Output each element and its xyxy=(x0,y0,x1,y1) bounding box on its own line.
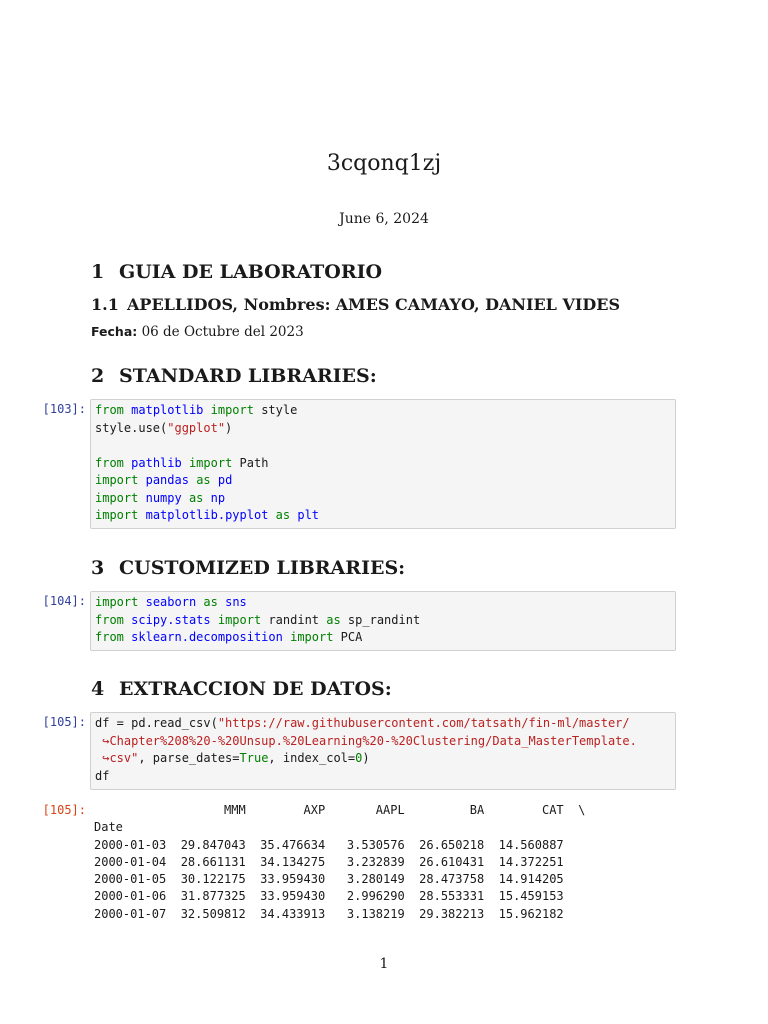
dataframe-table xyxy=(94,802,585,923)
cell-value: 3.530576 xyxy=(325,837,405,852)
cell-value: 28.661131 xyxy=(166,854,246,869)
code-token xyxy=(268,508,275,522)
code-token: csv" xyxy=(109,751,139,765)
code-token: numpy xyxy=(145,490,182,505)
code-token: PCA xyxy=(333,630,363,644)
cell-value: 15.459153 xyxy=(484,889,564,904)
section-heading-4 xyxy=(91,678,392,700)
code-token: sklearn.decomposition xyxy=(131,630,283,644)
code-token xyxy=(138,508,145,522)
column-header: BA xyxy=(404,803,485,817)
code-token: from xyxy=(95,630,124,644)
code-token: scipy.stats xyxy=(131,612,211,627)
section-heading-2 xyxy=(91,365,377,387)
code-block xyxy=(95,594,671,647)
input-prompt-103: [103]: xyxy=(42,402,86,416)
cell-value: 29.382213 xyxy=(404,906,485,921)
cell-value: 28.473758 xyxy=(404,872,485,887)
output-prompt-105: [105]: xyxy=(42,803,86,817)
row-date: 2000-01-03 xyxy=(94,837,167,852)
code-token: matplotlib.pyplot xyxy=(145,508,269,522)
code-token xyxy=(211,613,218,627)
code-token: import xyxy=(188,455,233,470)
code-token: 0 xyxy=(355,751,363,765)
code-token: style xyxy=(253,403,298,417)
code-token: matplotlib xyxy=(131,403,204,417)
row-date: 2000-01-06 xyxy=(94,889,167,904)
cell-value: 2.996290 xyxy=(325,889,405,904)
code-token: ) xyxy=(225,420,233,435)
fecha-line xyxy=(91,324,304,340)
cell-value: 3.232839 xyxy=(325,854,405,869)
code-token: , parse_dates= xyxy=(138,751,240,765)
code-token: seaborn xyxy=(145,595,197,609)
index-name: Date xyxy=(94,820,123,835)
code-token: ) xyxy=(362,751,370,765)
column-header: AXP xyxy=(245,803,326,817)
spacer xyxy=(94,803,166,817)
code-block xyxy=(95,715,671,785)
document-date: June 6, 2024 xyxy=(339,211,429,227)
code-token xyxy=(182,456,189,470)
section-number: 3 xyxy=(91,557,105,579)
code-token: from xyxy=(95,403,124,417)
fecha-value: 06 de Octubre del 2023 xyxy=(141,324,304,340)
code-token: import xyxy=(95,508,139,522)
code-token xyxy=(182,491,189,505)
code-cell-105[interactable] xyxy=(90,712,676,790)
subsection-label: APELLIDOS, Nombres: xyxy=(127,295,331,314)
code-token: pd xyxy=(217,473,233,487)
cell-value: 15.962182 xyxy=(484,906,564,921)
code-cell-103[interactable] xyxy=(90,399,676,529)
cell-value: 14.560887 xyxy=(484,837,564,852)
code-token: as xyxy=(326,612,341,627)
cell-value: 26.650218 xyxy=(404,837,485,852)
code-token xyxy=(138,491,145,505)
input-prompt-105: [105]: xyxy=(42,715,86,729)
section-number: 1 xyxy=(91,261,105,283)
code-token xyxy=(203,491,210,505)
code-token xyxy=(138,595,145,609)
code-token: pathlib xyxy=(131,455,182,470)
cell-value: 33.959430 xyxy=(245,872,326,887)
code-token: True xyxy=(239,751,269,765)
code-token xyxy=(203,403,210,417)
section-heading-3 xyxy=(91,557,405,579)
code-token xyxy=(138,473,145,487)
code-token: plt xyxy=(297,508,320,522)
code-token: import xyxy=(290,630,334,644)
code-token: np xyxy=(210,490,226,505)
code-token: as xyxy=(196,473,211,487)
code-token: as xyxy=(188,490,204,505)
dataframe-output xyxy=(94,802,585,923)
code-block xyxy=(95,402,671,525)
cell-value: 3.138219 xyxy=(325,906,405,921)
row-date: 2000-01-04 xyxy=(94,854,167,869)
cell-value: 14.372251 xyxy=(484,854,564,869)
code-token: Chapter%208%20-%20Unsup.%20Learning%20-%20Clustering/Data_MasterTemplate. xyxy=(109,733,637,748)
cell-value: 29.847043 xyxy=(166,837,246,852)
column-header: CAT xyxy=(484,803,564,817)
code-token: randint xyxy=(261,612,327,627)
code-token: as xyxy=(275,508,291,522)
cell-value: 3.280149 xyxy=(325,872,405,887)
subsection-heading xyxy=(91,295,620,314)
cell-value: 34.433913 xyxy=(245,906,326,921)
code-token: ↪ xyxy=(95,733,110,748)
code-token: from xyxy=(95,612,124,627)
page-number: 1 xyxy=(379,956,389,972)
code-token: "ggplot" xyxy=(167,420,226,435)
code-token: df xyxy=(95,768,110,783)
cell-value: 33.959430 xyxy=(245,889,326,904)
code-token: sns xyxy=(225,595,247,609)
section-title: GUIA DE LABORATORIO xyxy=(119,261,383,283)
cell-value: 14.914205 xyxy=(484,872,564,887)
section-heading-1 xyxy=(91,261,382,283)
row-date: 2000-01-05 xyxy=(94,872,167,887)
code-token: import xyxy=(95,490,139,505)
code-token: import xyxy=(95,473,139,487)
code-cell-104[interactable] xyxy=(90,591,676,651)
code-token: as xyxy=(203,595,218,609)
fecha-label: Fecha: xyxy=(91,324,138,339)
code-token: "https://raw.githubusercontent.com/tatsath/fin-ml/master/ xyxy=(217,716,630,730)
code-token xyxy=(218,595,225,609)
code-token: from xyxy=(95,455,124,470)
column-header: MMM xyxy=(166,803,246,817)
section-title: EXTRACCION DE DATOS: xyxy=(119,678,392,700)
cell-value: 26.610431 xyxy=(404,854,485,869)
code-token xyxy=(283,630,290,644)
code-token: Path xyxy=(232,455,269,470)
continuation-marker: \ xyxy=(563,803,586,817)
subsection-number: 1.1 xyxy=(91,295,119,314)
code-token: import xyxy=(210,403,254,417)
row-date: 2000-01-07 xyxy=(94,906,167,921)
document-title: 3cqonq1zj xyxy=(326,151,442,176)
code-token: import xyxy=(217,612,262,627)
subsection-names: AMES CAMAYO, DANIEL VIDES xyxy=(335,295,621,314)
cell-value: 35.476634 xyxy=(245,837,326,852)
section-title: CUSTOMIZED LIBRARIES: xyxy=(119,557,406,579)
section-title: STANDARD LIBRARIES: xyxy=(119,365,377,387)
cell-value: 34.134275 xyxy=(245,854,326,869)
code-token: ↪ xyxy=(95,751,110,765)
code-token: , index_col= xyxy=(268,751,356,765)
cell-value: 28.553331 xyxy=(404,889,485,904)
section-number: 4 xyxy=(91,678,105,700)
cell-value: 32.509812 xyxy=(166,906,246,921)
code-token xyxy=(211,473,218,487)
section-number: 2 xyxy=(91,365,105,387)
code-token: import xyxy=(95,595,139,609)
code-token: sp_randint xyxy=(340,612,421,627)
column-header: AAPL xyxy=(325,803,405,817)
cell-value: 31.877325 xyxy=(166,889,246,904)
input-prompt-104: [104]: xyxy=(42,594,86,608)
code-token: pandas xyxy=(145,473,189,487)
code-token: style.use( xyxy=(95,420,168,435)
code-token: df = pd.read_csv( xyxy=(95,716,218,730)
cell-value: 30.122175 xyxy=(166,872,246,887)
